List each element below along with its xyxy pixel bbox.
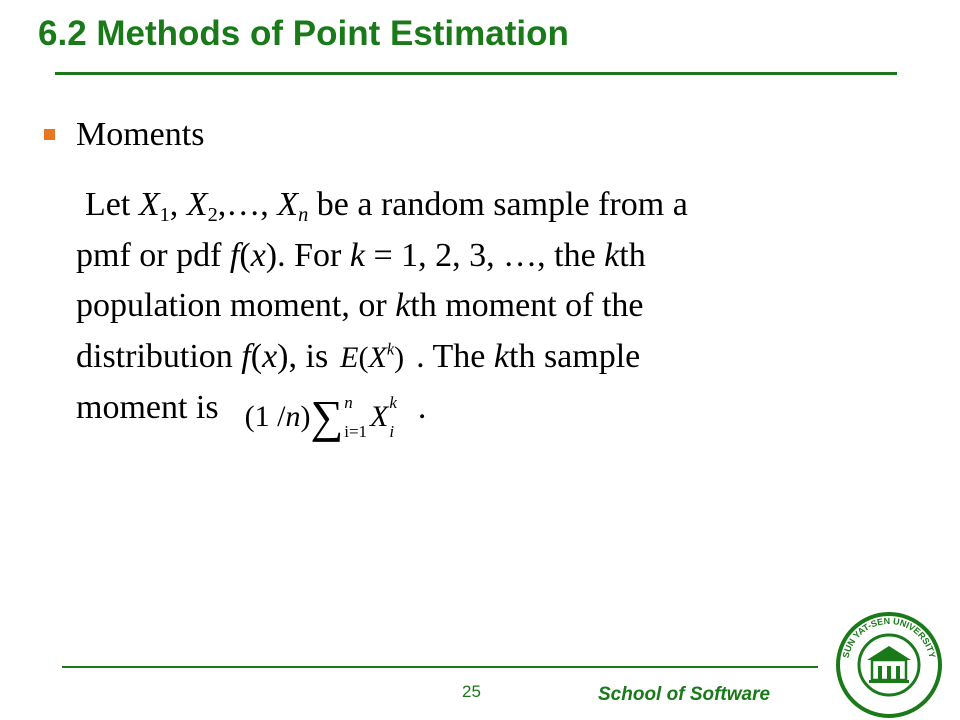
page-number: 25 [462, 682, 481, 701]
footer-school-name: School of Software [598, 684, 771, 705]
footer-divider [62, 666, 818, 668]
body-line-4: distribution f(x), is $E(X^k)$ . The kth sample [76, 332, 876, 384]
sample-moment-formula: (1 / n ) ∑ n i=1 X k i [244, 391, 397, 443]
svg-text:SUN YAT-SEN UNIVERSITY: SUN YAT-SEN UNIVERSITY [840, 615, 938, 659]
population-moment-formula: $E(X^k)$ [340, 339, 405, 374]
bullet-heading: Moments [76, 116, 205, 153]
slide-title: 6.2 Methods of Point Estimation [38, 14, 569, 53]
body-line-2: pmf or pdf f(x). For k = 1, 2, 3, …, the kth [76, 236, 646, 274]
title-divider [55, 72, 897, 75]
body-line-1: Let $X_1$, $X_2,\dots$, $X_n$ be a random sample from a [85, 186, 688, 227]
bullet-marker [44, 129, 55, 140]
body-line-3: population moment, or kth moment of the [76, 287, 644, 324]
slide-body [76, 180, 876, 442]
university-seal-logo [834, 612, 944, 718]
summation-symbol: ∑ [310, 391, 344, 443]
body-line-5: moment is (1 / n ) ∑ n i=1 X k i . [76, 389, 427, 443]
